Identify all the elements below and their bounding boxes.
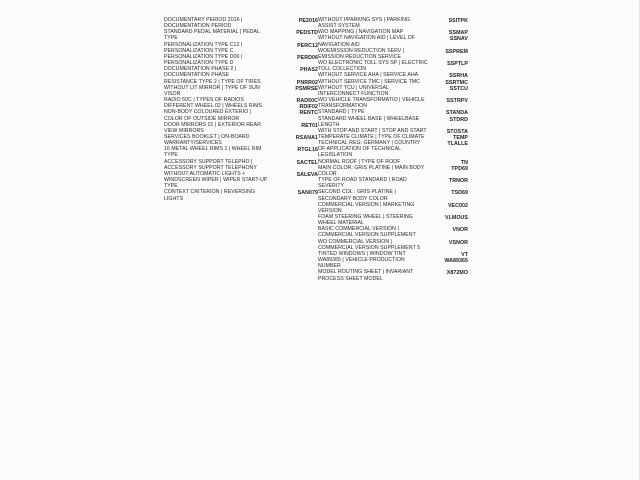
option-code: TN bbox=[460, 159, 468, 166]
option-label: WITHOUT SERVICE TMC | SERVICE TMC bbox=[318, 78, 420, 85]
option-row bbox=[164, 66, 318, 78]
option-row bbox=[318, 257, 468, 269]
option-label: ACCESSORY SUPPORT TELEPHO | ACCESSORY SUPPORT TELEPHONY bbox=[164, 158, 257, 171]
option-code: SSTRPV bbox=[446, 98, 468, 105]
option-code: WA89365 bbox=[444, 258, 468, 265]
option-row bbox=[164, 189, 318, 201]
option-code: PE2016 bbox=[298, 18, 318, 24]
option-code: SSRHA bbox=[449, 73, 468, 80]
option-code: PERD06 bbox=[297, 54, 318, 61]
option-code: SSPTLP bbox=[447, 61, 468, 68]
option-code: VSNOR bbox=[448, 239, 468, 246]
option-row bbox=[318, 226, 468, 238]
option-label: WOEMISSION REDUCTION SERV | EMISSION REDUCTION SERVICE bbox=[318, 47, 405, 60]
option-code: VNOR bbox=[452, 227, 468, 234]
option-label: WO VEHICLE TRANSFORMATIO | VEHICLE TRANSFORMATION bbox=[318, 97, 425, 110]
option-label: WITHOUT I/PARKING SYS | PARKING ASSIST SYSTEM bbox=[318, 17, 410, 30]
option-row bbox=[164, 42, 318, 54]
option-label: STANDARD WHEEL BASE | WHEELBASE LENGTH bbox=[318, 115, 420, 128]
option-label: MAIN COLOR: GRIS PLATINE | MAIN BODY COLOR bbox=[318, 164, 425, 177]
option-row bbox=[318, 177, 468, 189]
option-row bbox=[318, 35, 468, 47]
option-label: PERSONALIZATION TYPE C12 | PERSONALIZATION TYPE C bbox=[164, 41, 243, 54]
option-code: SSRTMC bbox=[445, 79, 468, 86]
option-label: WITHOUT TCU | UNIVERSAL INTERCONNECT FUNCTION bbox=[318, 84, 389, 97]
option-code: RTGL16 bbox=[297, 147, 318, 154]
option-label: WITHOUT AUTOMATIC LIGHTS + WINDSCREEN WIPER | WIPER START-UP TYPE bbox=[164, 170, 268, 190]
option-row bbox=[164, 122, 318, 134]
option-label: DIFFERENT WHEEL 02 | WHEELS RIMS bbox=[164, 103, 263, 110]
option-label: NORMAL ROOF | TYPE OF ROOF bbox=[318, 158, 401, 165]
option-code: TRNOR bbox=[448, 178, 468, 185]
option-code: RAD50C bbox=[296, 98, 318, 105]
option-row bbox=[318, 140, 468, 158]
option-row bbox=[318, 165, 468, 177]
option-row bbox=[164, 146, 318, 158]
option-row bbox=[318, 214, 468, 226]
option-code: SSITPK bbox=[448, 18, 468, 24]
option-label: MODEL ROUTING SHEET | INVARIANT PROCESS SHEET MODEL bbox=[318, 269, 414, 282]
option-row bbox=[164, 171, 318, 189]
left-option-column bbox=[164, 17, 318, 202]
option-row bbox=[318, 85, 468, 97]
option-label: PERSONALIZATION TYPE D06 | PERSONALIZATION TYPE D bbox=[164, 53, 243, 67]
option-row bbox=[164, 85, 318, 97]
option-code: SSTCU bbox=[449, 85, 468, 92]
option-code: VT bbox=[461, 251, 468, 258]
option-label: DOCUMENTARY PERIOD 2016 | DOCUMENTATION PERIOD bbox=[164, 17, 243, 30]
option-label: TEMPERATE CLIMATE | TYPE OF CLIMATE bbox=[318, 133, 425, 140]
option-code: STDRD bbox=[449, 116, 468, 123]
option-code: RET01 bbox=[301, 122, 318, 129]
option-row bbox=[164, 159, 318, 171]
option-label: WITHOUT LIT MIRROR | TYPE OF SUN VISOR bbox=[164, 84, 260, 97]
option-label: W/O MAPPING | NAVIGATION MAP bbox=[318, 29, 404, 36]
option-label: TINTED WINDOWS | WINDOW TINT bbox=[318, 250, 406, 257]
option-row bbox=[164, 134, 318, 146]
option-code: STOSTA bbox=[446, 128, 468, 135]
option-row bbox=[164, 54, 318, 66]
option-label: FOAM STEERING WHEEL | STEERING WHEEL MATERIAL bbox=[318, 214, 413, 227]
option-row bbox=[164, 109, 318, 121]
option-code: VLMOUS bbox=[445, 215, 468, 221]
option-code: PEDSTD bbox=[296, 30, 318, 37]
option-label: SERVICES BOOKLET | ON-BOARD WARRANTY/SERVICES bbox=[164, 133, 250, 147]
option-label: DOOR MIRRORS 01 | EXTERIOR REAR VIEW MIRRORS bbox=[164, 121, 261, 134]
option-code: SALEVA bbox=[296, 171, 318, 178]
option-label: CONTEXT CRITERION | REVERSING LIGHTS bbox=[164, 189, 255, 202]
option-label: DOCUMENTATION PHASE 2 | DOCUMENTATION PHASE bbox=[164, 66, 237, 79]
option-code: PSMRSE bbox=[295, 85, 318, 92]
option-code: VEC002 bbox=[447, 202, 468, 209]
option-row bbox=[164, 17, 318, 29]
option-label: COMMERCIAL VERSION | MARKETING VERSION bbox=[318, 201, 415, 214]
option-code: RENTC bbox=[299, 110, 318, 117]
option-label: WITHOUT SERVICE AHA | SERVICE AHA bbox=[318, 72, 419, 79]
option-label: WITH STOP AND START | STOP AND START bbox=[318, 127, 427, 134]
option-code: TPD69 bbox=[451, 165, 468, 172]
option-row bbox=[318, 116, 468, 128]
option-label: WO ELECTRONIC TOLL SYS SP | ELECTRIC TOLL COLLECTION bbox=[318, 60, 428, 73]
option-label: RADIO 50C | TYPES OF RADIOS bbox=[164, 97, 244, 104]
option-label: STANDARD | TYPE bbox=[318, 109, 365, 116]
option-code: TSD69 bbox=[451, 190, 468, 197]
option-code: TEMP bbox=[453, 134, 468, 141]
option-code: SAN079 bbox=[297, 190, 318, 197]
option-label: TECHNICAL REG: GERMANY | COUNTRY OF APPLICATION OF TECHNICAL LEGISLATION bbox=[318, 140, 421, 159]
option-label: TYPE OF ROAD STANDARD | ROAD SEVERITY bbox=[318, 177, 407, 190]
option-label: WITHOUT NAVIGATION AID | LEVEL OF NAVIGATION AID bbox=[318, 35, 416, 48]
option-code: SSPREM bbox=[445, 48, 468, 55]
option-label: WO COMMERCIAL VERSION | COMMERCIAL VERSION SUPPLEMENT 5 bbox=[318, 238, 421, 251]
option-code: PERC12 bbox=[297, 42, 318, 49]
option-row bbox=[164, 29, 318, 41]
option-code: PHAS2 bbox=[300, 67, 318, 74]
option-code: SSNAV bbox=[449, 36, 468, 43]
option-code: SSMAP bbox=[448, 30, 468, 37]
option-row bbox=[318, 189, 468, 201]
option-label: SECOND COL : GRIS PLATINE | SECONDARY BODY COLOR bbox=[318, 189, 396, 202]
option-code: TLALLE bbox=[447, 141, 468, 148]
option-label: STANDARD PEDAL MATERIAL | PEDAL TYPE bbox=[164, 29, 260, 42]
option-code: STANDA bbox=[446, 110, 468, 117]
option-row bbox=[318, 60, 468, 72]
option-label: NON-BODY COLOURED EXTERIO | COLOR OF OUTSIDE MIRROR bbox=[164, 109, 252, 122]
option-code: X872MO bbox=[446, 270, 468, 277]
option-row bbox=[318, 97, 468, 109]
option-row bbox=[318, 269, 468, 281]
option-label: WA89365 | VEHICLE PRODUCTION NUMBER bbox=[318, 257, 405, 270]
option-label: BASIC COMMERCIAL VERSION | COMMERCIAL VERSION SUPPLEMENT bbox=[318, 226, 416, 239]
right-option-column bbox=[318, 17, 468, 282]
option-row bbox=[318, 48, 468, 60]
option-label: RESISTANCE TYPE 2 | TYPE OF TIRES bbox=[164, 78, 261, 85]
option-code: SACTEL bbox=[296, 159, 318, 166]
option-code: PNRR02 bbox=[296, 79, 318, 86]
option-label: 16 METAL WHEEL RIMS 1 | WHEEL RIM TYPE bbox=[164, 146, 262, 159]
option-code: RDIF02 bbox=[299, 104, 318, 111]
option-row bbox=[318, 239, 468, 251]
option-row bbox=[318, 17, 468, 29]
option-row bbox=[318, 202, 468, 214]
option-code: RSANA1 bbox=[295, 134, 318, 141]
